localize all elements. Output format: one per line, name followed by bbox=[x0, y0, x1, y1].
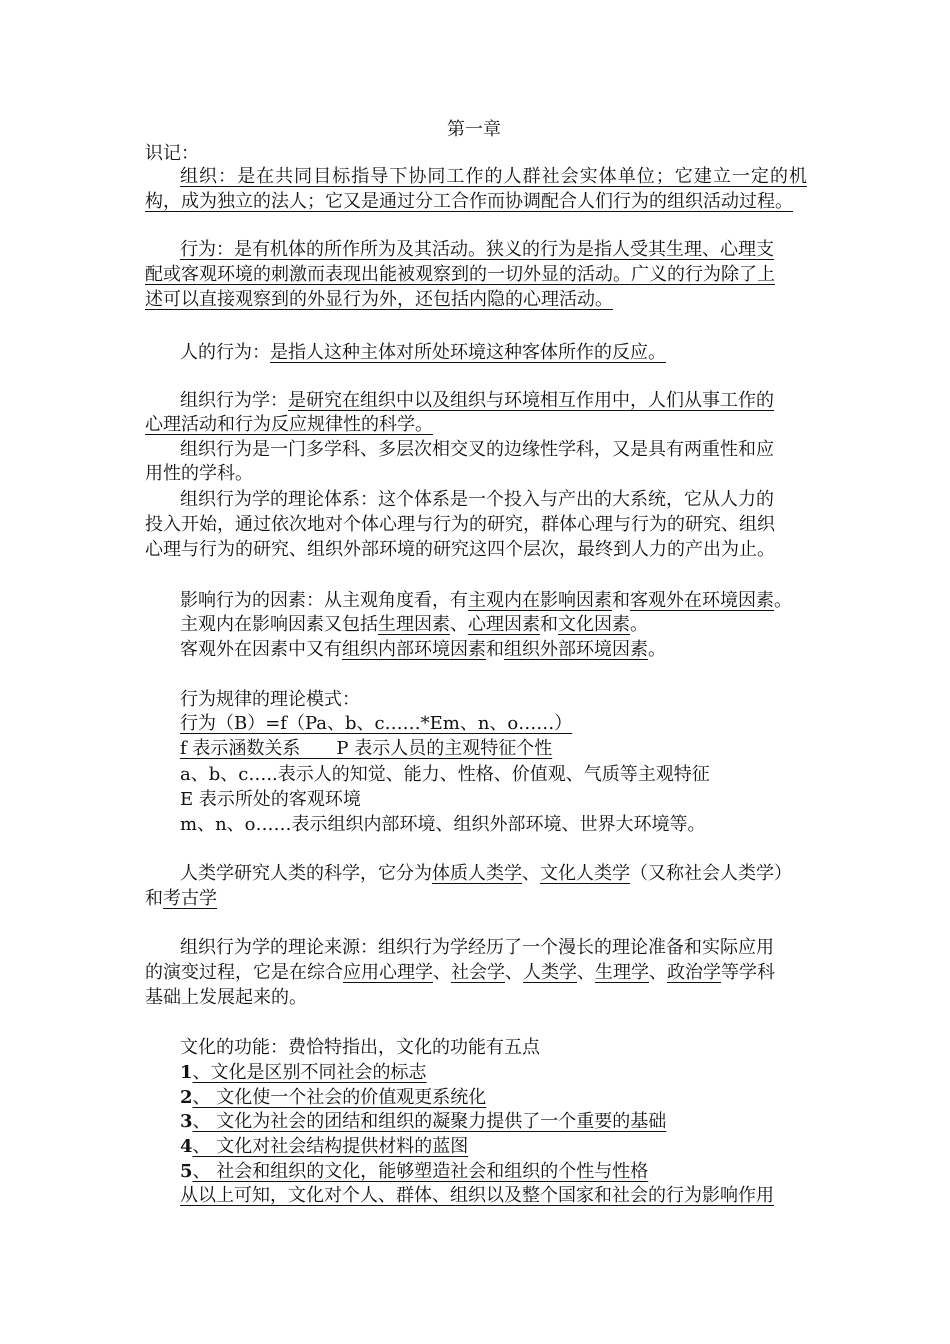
plain-text: 、 bbox=[505, 962, 523, 983]
text-line bbox=[180, 341, 666, 365]
text-line: 行为：是有机体的所作所为及其活动。狭义的行为是指人受其生理、心理支 bbox=[180, 239, 774, 260]
list-item bbox=[180, 1160, 648, 1184]
text-line: 投入开始，通过依次地对个体心理与行为的研究，群体心理与行为的研究、组织 bbox=[145, 514, 775, 535]
text-line: 组织行为学的理论来源：组织行为学经历了一个漫长的理论准备和实际应用 bbox=[180, 937, 774, 958]
list-item bbox=[180, 1135, 468, 1159]
plain-text: 和 bbox=[486, 639, 504, 660]
plain-text: 影响行为的因素：从主观角度看，有 bbox=[180, 590, 468, 611]
underlined-text: 组织：是在共同目标指导下协同工作的人群社会实体单位；它建立一定的机 bbox=[180, 166, 807, 187]
text-line: 从以上可知，文化对个人、群体、组织以及整个国家和社会的行为影响作用 bbox=[180, 1185, 774, 1206]
formula-line bbox=[180, 712, 572, 736]
plain-text: 和 bbox=[145, 888, 163, 909]
list-item bbox=[180, 1110, 666, 1134]
plain-text: 。 bbox=[648, 639, 666, 660]
text-line: 文化的功能：费恰特指出，文化的功能有五点 bbox=[180, 1037, 540, 1058]
text-line: 用性的学科。 bbox=[145, 463, 253, 484]
plain-text: 的演变过程，它是在综合 bbox=[145, 962, 343, 983]
underlined-text: 生理学 bbox=[595, 962, 649, 983]
underlined-text: 生理因素 bbox=[378, 614, 450, 635]
underlined-text: 是指人这种主体对所处环境这种客体所作的反应。 bbox=[270, 342, 666, 363]
plain-text: 。 bbox=[630, 614, 648, 635]
text-line: 述可以直接观察到的外显行为外，还包括内隐的心理活动。 bbox=[145, 289, 613, 310]
underlined-text: 社会学 bbox=[451, 962, 505, 983]
text-line: 组织行为学的理论体系：这个体系是一个投入与产出的大系统，它从人力的 bbox=[180, 489, 774, 510]
plain-text: 、 bbox=[522, 863, 540, 884]
chapter-title: 第一章 bbox=[447, 119, 501, 140]
underlined-text: 、 文化对社会结构提供材料的蓝图 bbox=[192, 1136, 469, 1157]
text-line: f 表示涵数关系 P 表示人员的主观特征个性 bbox=[180, 738, 553, 759]
label-text: 人的行为： bbox=[180, 342, 270, 363]
text-line bbox=[180, 389, 774, 413]
plain-text: 和 bbox=[612, 590, 630, 611]
underlined-text: 文化因素 bbox=[558, 614, 630, 635]
text-line: 行为规律的理论模式： bbox=[180, 689, 360, 710]
text-line bbox=[180, 862, 792, 886]
underlined-text: 是研究在组织中以及组织与环境相互作用中，人们从事工作的 bbox=[288, 390, 774, 411]
text-line: E 表示所处的客观环境 bbox=[180, 789, 361, 810]
text-line: 配或客观环境的刺激而表现出能被观察到的一切外显的活动。广义的行为除了上 bbox=[145, 264, 775, 285]
text-line bbox=[180, 638, 666, 662]
underlined-text: 行为（B）=f（Pa、b、c……*Em、n、o……） bbox=[180, 713, 573, 734]
text-line bbox=[180, 589, 792, 613]
underlined-text: 考古学 bbox=[163, 888, 217, 909]
list-number: 2 bbox=[180, 1087, 193, 1108]
text-line: 组织行为是一门多学科、多层次相交叉的边缘性学科，又是具有两重性和应 bbox=[180, 439, 774, 460]
underlined-text: 、文化是区别不同社会的标志 bbox=[192, 1062, 427, 1083]
list-item bbox=[180, 1086, 486, 1110]
underlined-text: 客观外在环境因素 bbox=[630, 590, 774, 611]
text-line: 心理活动和行为反应规律性的科学。 bbox=[145, 414, 433, 435]
text-line: a、b、c…..表示人的知觉、能力、性格、价值观、气质等主观特征 bbox=[180, 764, 710, 785]
text-line: 构，成为独立的法人；它又是通过分工合作而协调配合人们行为的组织活动过程。 bbox=[145, 191, 793, 212]
list-number: 1 bbox=[180, 1062, 193, 1083]
underlined-text: 、 社会和组织的文化，能够塑造社会和组织的个性与性格 bbox=[192, 1161, 649, 1182]
underlined-text: 体质人类学 bbox=[432, 863, 522, 884]
underlined-text: 、 文化使一个社会的价值观更系统化 bbox=[192, 1087, 487, 1108]
plain-text: 客观外在因素中又有 bbox=[180, 639, 342, 660]
underlined-text: 主观内在影响因素 bbox=[468, 590, 612, 611]
underlined-text: 应用心理学 bbox=[343, 962, 433, 983]
text-line: 识记： bbox=[145, 143, 199, 164]
list-number: 3 bbox=[180, 1111, 193, 1132]
underlined-text: 心理因素 bbox=[468, 614, 540, 635]
plain-text: 等学科 bbox=[721, 962, 775, 983]
list-number: 5 bbox=[180, 1161, 193, 1182]
plain-text: 、 bbox=[433, 962, 451, 983]
underlined-text: 组织内部环境因素 bbox=[342, 639, 486, 660]
text-line: m、n、o……表示组织内部环境、组织外部环境、世界大环境等。 bbox=[180, 814, 706, 835]
plain-text: 主观内在影响因素又包括 bbox=[180, 614, 378, 635]
plain-text: 和 bbox=[540, 614, 558, 635]
label-text: 组织行为学： bbox=[180, 390, 288, 411]
underlined-text: 组织外部环境因素 bbox=[504, 639, 648, 660]
list-item bbox=[180, 1061, 427, 1085]
plain-text: 、 bbox=[450, 614, 468, 635]
plain-text: （又称社会人类学） bbox=[630, 863, 792, 884]
text-line bbox=[145, 887, 217, 911]
underlined-text: 、 文化为社会的团结和组织的凝聚力提供了一个重要的基础 bbox=[192, 1111, 667, 1132]
text-line bbox=[145, 961, 775, 985]
plain-text: 人类学研究人类的科学，它分为 bbox=[180, 863, 432, 884]
underlined-text: 政治学 bbox=[667, 962, 721, 983]
underlined-text: 文化人类学 bbox=[540, 863, 630, 884]
text-line bbox=[180, 165, 807, 189]
text-line: 心理与行为的研究、组织外部环境的研究这四个层次，最终到人力的产出为止。 bbox=[145, 539, 775, 560]
plain-text: 、 bbox=[577, 962, 595, 983]
plain-text: 、 bbox=[649, 962, 667, 983]
plain-text: 。 bbox=[774, 590, 792, 611]
text-line bbox=[180, 613, 648, 637]
list-number: 4 bbox=[180, 1136, 193, 1157]
text-line: 基础上发展起来的。 bbox=[145, 987, 307, 1008]
underlined-text: 人类学 bbox=[523, 962, 577, 983]
